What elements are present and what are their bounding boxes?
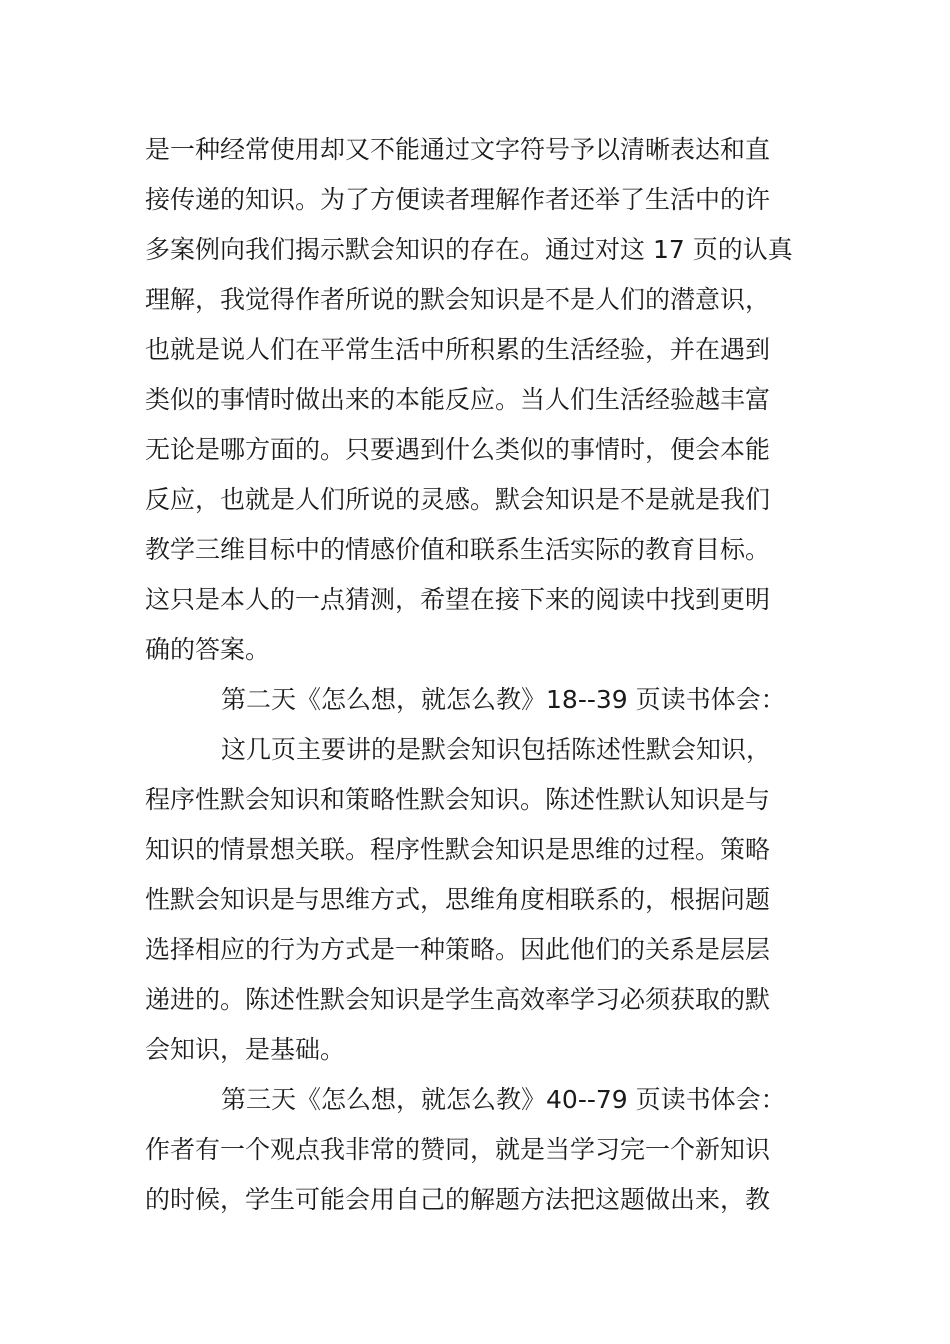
text-line: 这只是本人的一点猜测，希望在接下来的阅读中找到更明 (145, 585, 771, 614)
section-heading-day-two: 第二天《怎么想，就怎么教》18--39 页读书体会： (221, 685, 786, 714)
text-line: 教学三维目标中的情感价值和联系生活实际的教育目标。 (145, 535, 771, 564)
document-body (145, 125, 810, 1225)
text-line: 多案例向我们揭示默会知识的存在。通过对这 17 页的认真 (145, 235, 793, 264)
text-line: 的时候，学生可能会用自己的解题方法把这题做出来，教 (145, 1185, 771, 1214)
text-line: 反应，也就是人们所说的灵感。默会知识是不是就是我们 (145, 485, 771, 514)
text-line: 接传递的知识。为了方便读者理解作者还举了生活中的许 (145, 185, 771, 214)
text-line: 程序性默会知识和策略性默会知识。陈述性默认知识是与 (145, 785, 771, 814)
text-line: 递进的。陈述性默会知识是学生高效率学习必须获取的默 (145, 985, 771, 1014)
text-line: 作者有一个观点我非常的赞同，就是当学习完一个新知识 (145, 1135, 771, 1164)
text-line: 会知识，是基础。 (145, 1035, 346, 1064)
text-line: 无论是哪方面的。只要遇到什么类似的事情时，便会本能 (145, 435, 771, 464)
text-line: 知识的情景想关联。程序性默会知识是思维的过程。策略 (145, 835, 771, 864)
text-line: 这几页主要讲的是默会知识包括陈述性默会知识， (221, 735, 772, 764)
text-line: 是一种经常使用却又不能通过文字符号予以清晰表达和直 (145, 135, 771, 164)
text-line: 也就是说人们在平常生活中所积累的生活经验，并在遇到 (145, 335, 771, 364)
paragraph-day-three (145, 1075, 810, 1225)
paragraph-tacit-knowledge-intro (145, 125, 810, 675)
paragraph-day-two-heading (145, 675, 810, 725)
text-line: 理解，我觉得作者所说的默会知识是不是人们的潜意识， (145, 285, 771, 314)
paragraph-day-two-body (145, 725, 810, 1075)
text-line: 类似的事情时做出来的本能反应。当人们生活经验越丰富 (145, 385, 771, 414)
text-line: 选择相应的行为方式是一种策略。因此他们的关系是层层 (145, 935, 771, 964)
text-line: 性默会知识是与思维方式，思维角度相联系的，根据问题 (145, 885, 771, 914)
section-heading-day-three: 第三天《怎么想，就怎么教》40--79 页读书体会： (221, 1085, 786, 1114)
text-line: 确的答案。 (145, 635, 271, 664)
